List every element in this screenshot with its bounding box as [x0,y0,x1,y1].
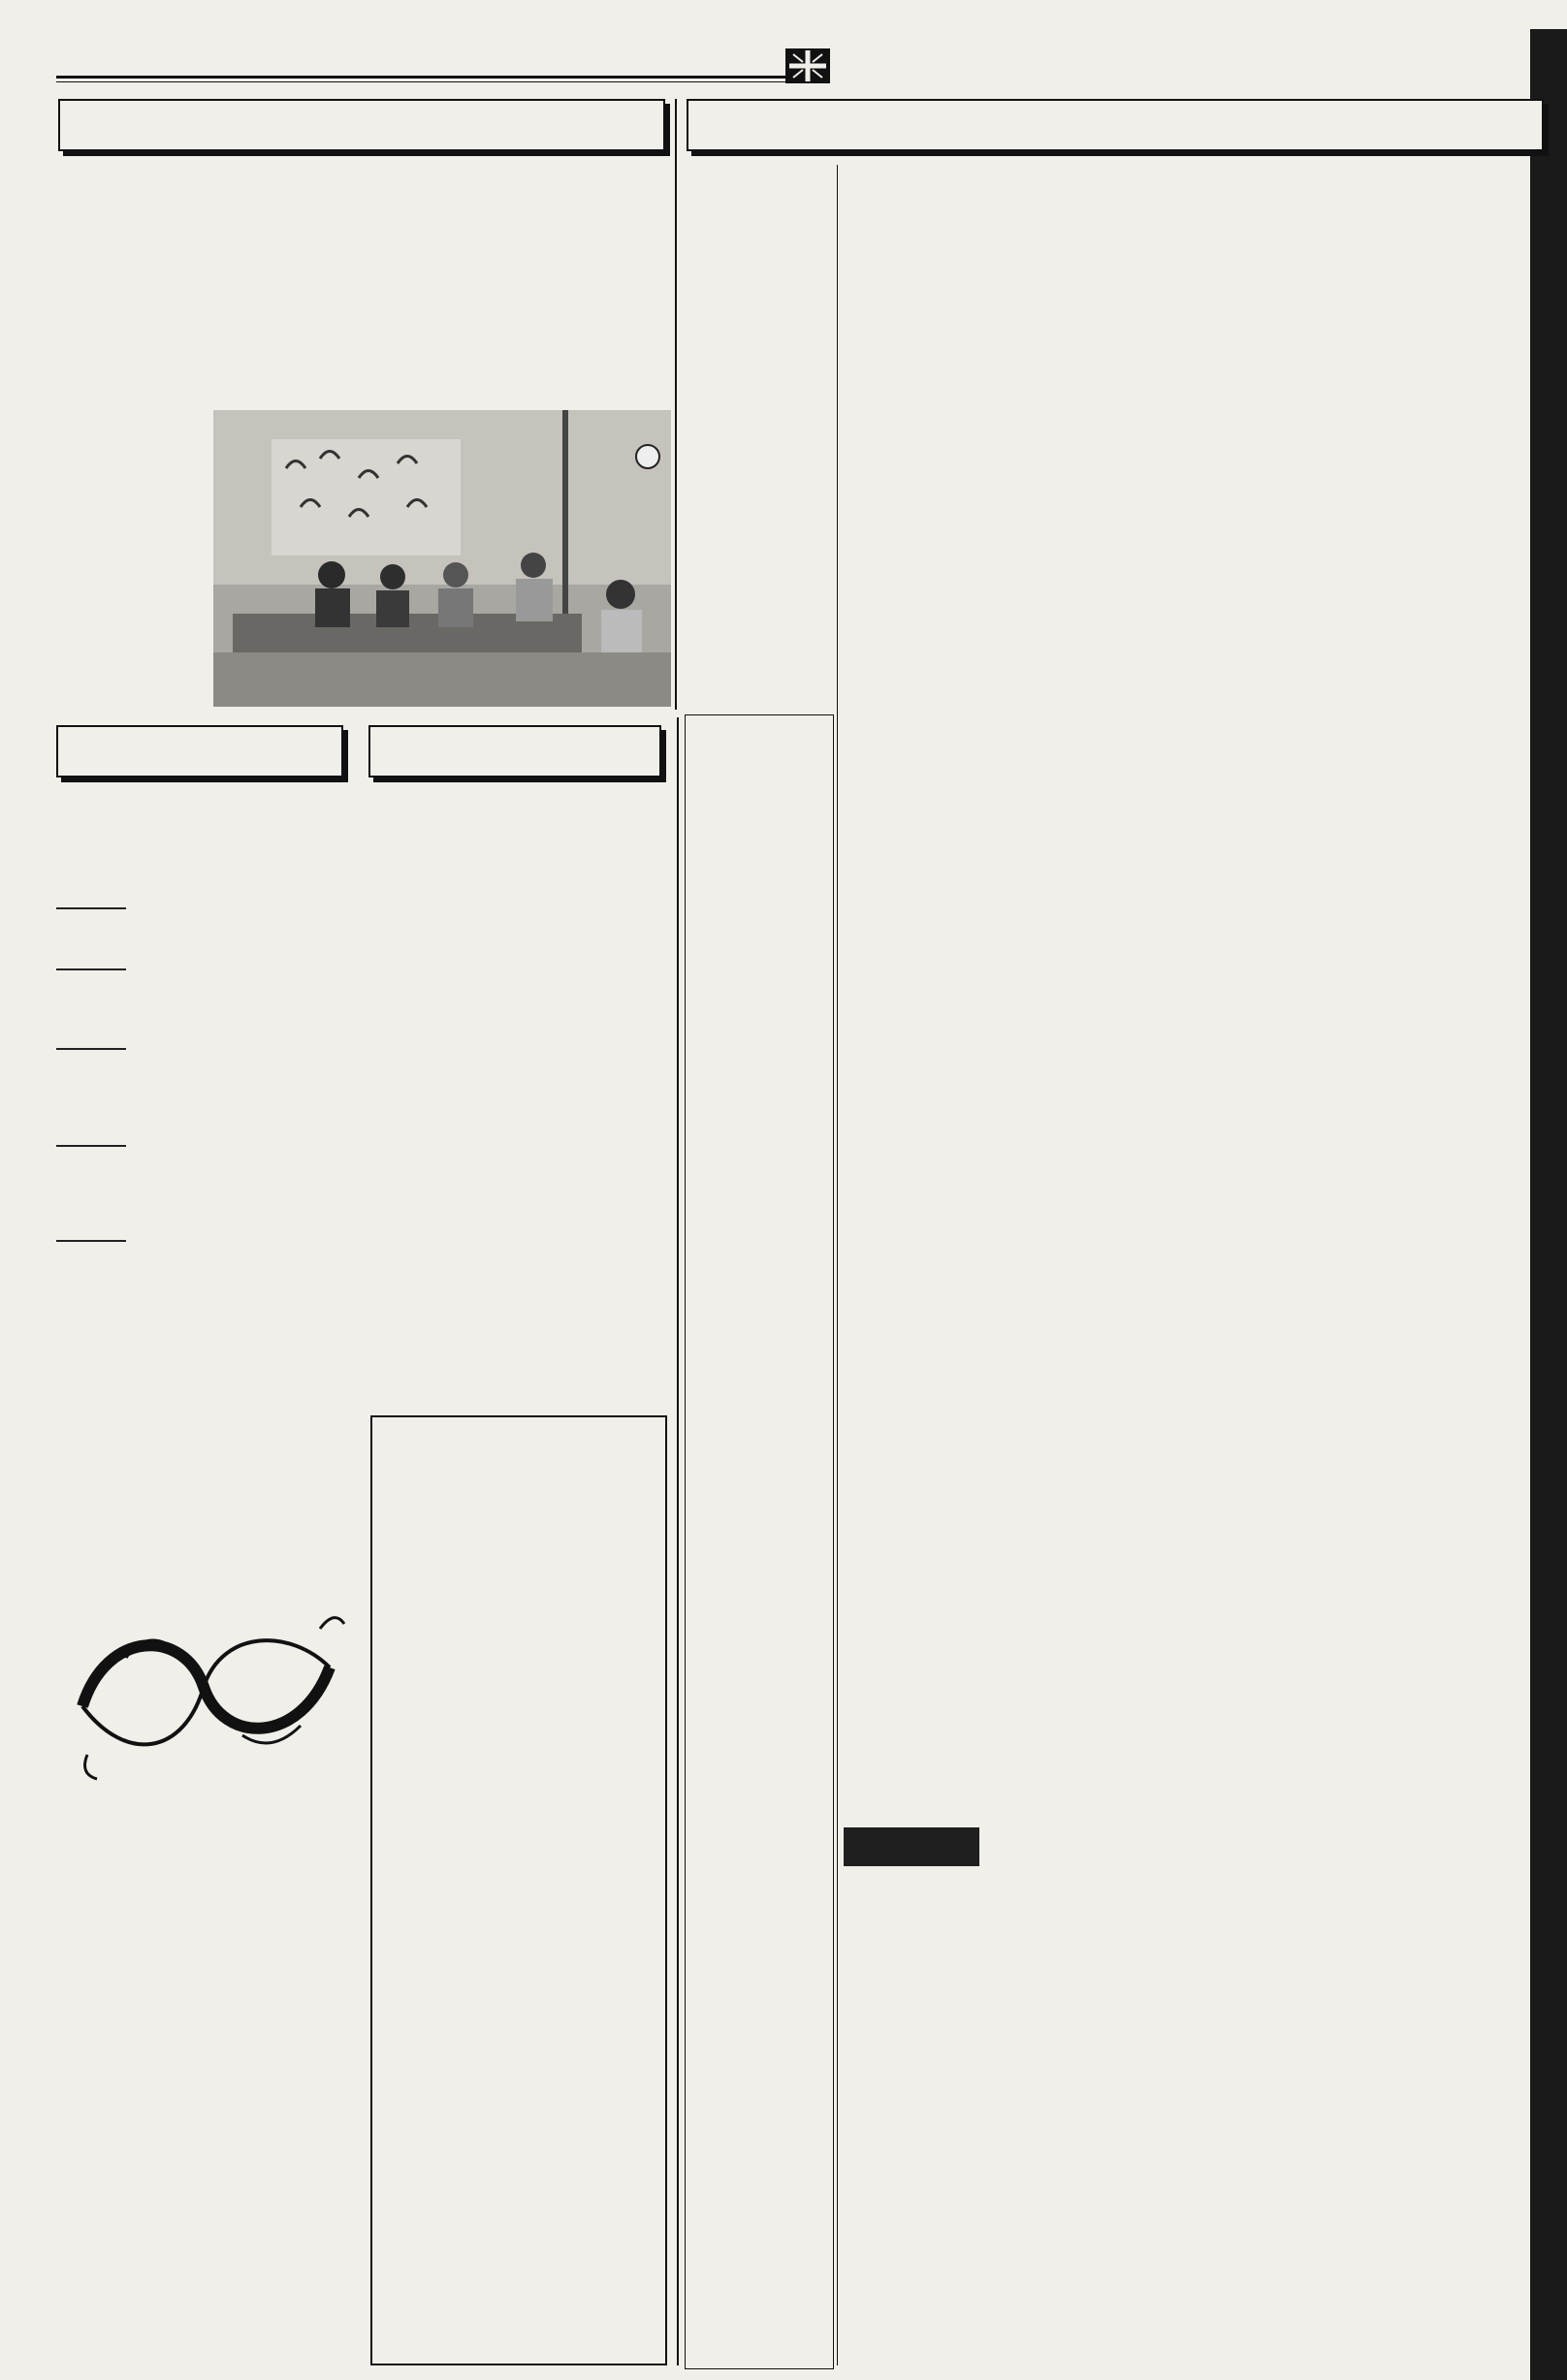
program-1998 [56,921,599,969]
article-1-col-4 [526,170,669,172]
person-entry [846,2015,979,2052]
year-2001 [56,1134,126,1152]
article-4-col-2 [527,795,672,797]
person-entry [846,2056,979,2075]
person-entry [846,1971,979,1989]
year-label [56,1048,126,1050]
program-2001 [56,1158,599,1231]
names-list [846,1949,979,2123]
article-1-headline-box [58,99,665,151]
person-entry [846,2101,979,2119]
year-2002 [56,1229,126,1247]
header-rule [56,76,785,79]
regulation-body [690,793,828,797]
decorative-ornament [68,1590,349,1784]
program-text [163,1253,594,1271]
edge-strip [1530,29,1567,2380]
regulation-box [685,714,834,2369]
program-text [163,921,594,938]
year-label [56,968,126,970]
names-banner [844,1827,979,1866]
person-entry [846,1949,979,1967]
congress-box-inner [370,1415,667,1423]
program-text [163,982,594,1000]
column-divider-2 [677,717,679,2365]
program-2000 [56,1062,599,1134]
year-label [56,1145,126,1147]
cross-logo-icon [784,47,832,85]
person-entry [846,2079,979,2097]
year-1998 [56,897,126,914]
program-text [163,1062,594,1079]
program-text [163,1158,594,1176]
article-2-headline-box [687,99,1544,151]
year-label [56,907,126,909]
year-2000 [56,1037,126,1055]
header-rule-thin [56,81,785,82]
program-2002 [56,1253,599,1326]
year-label [56,1240,126,1242]
column-divider-1 [675,99,677,710]
congress-box [370,1415,667,2365]
article-2-col-2 [842,170,973,172]
group-photo [213,410,671,707]
year-1999 [56,958,126,975]
article-3-headline-box [56,725,343,777]
person-entry [846,1993,979,2012]
column-divider-3 [837,165,838,2365]
article-3-outro [56,1336,357,1338]
article-4-headline-box [368,725,661,777]
program-1999 [56,982,599,1040]
